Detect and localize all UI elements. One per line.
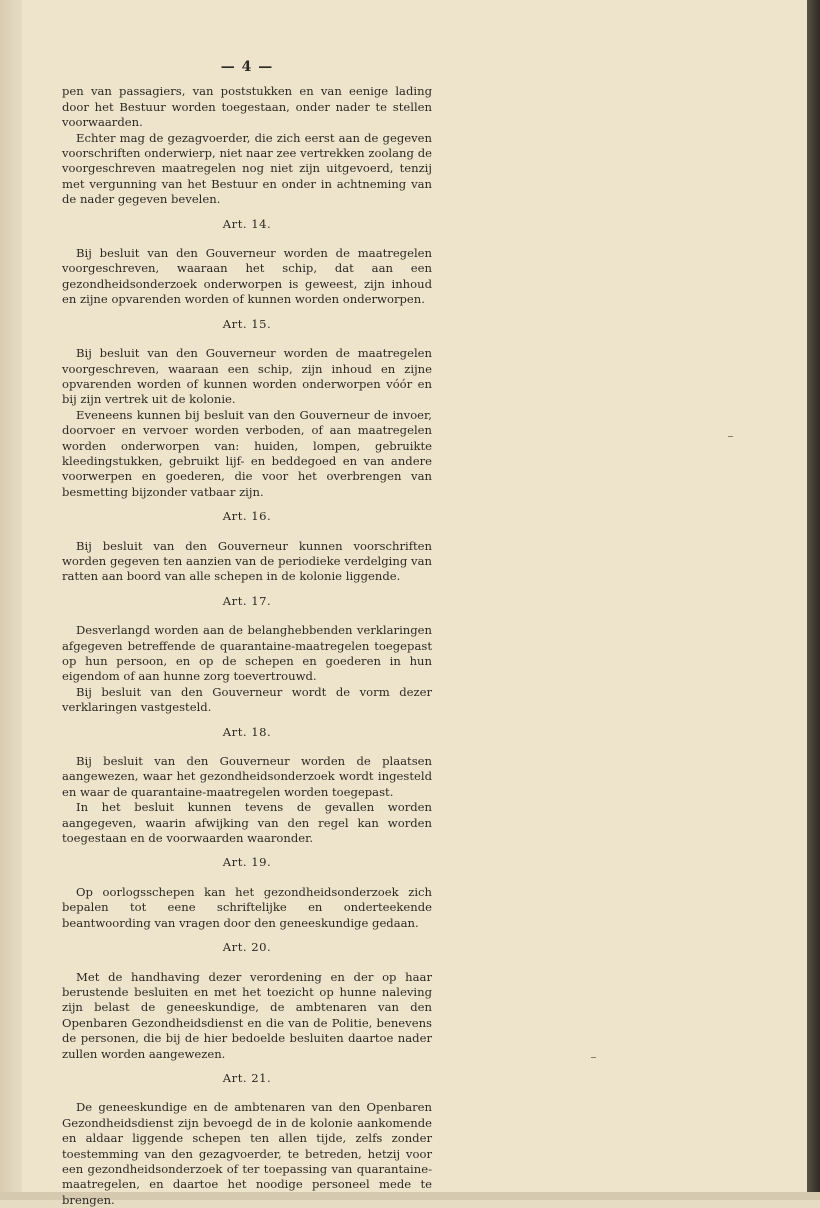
- article-21-text: De geneeskundige en de ambtenaren van den Openbaren Gezondheidsdienst zijn bevoegd de in de kolonie aankomende en aldaar liggende schepen ten allen tijde, zelfs zonder toestemming van den gezagvoerder, te betreden, hetzij voor een gezondheidsonderzoek of ter toepassing van quarantaine-maatregelen, en daartoe het noodige personeel mede te brengen.: [62, 1100, 432, 1207]
- article-20-text: Met de handhaving dezer verordening en der op haar berustende besluiten en met het toezicht op hunne naleving zijn belast de geneeskundige, de ambtenaren van den Openbaren Gezondheidsdienst en die van de Politie, benevens de personen, die bij de hier bedoelde besluiten daartoe nader zullen worden aangewezen.: [62, 969, 432, 1061]
- article-19-text: Op oorlogsschepen kan het gezondheidsonderzoek zich bepalen tot eene schriftelijke en onderteekende beantwoording van vragen door den geneeskundige gedaan.: [62, 884, 432, 930]
- article-heading-18: Art. 18.: [222, 724, 272, 739]
- article-heading-21: Art. 21.: [222, 1070, 272, 1085]
- article-heading-17: Art. 17.: [222, 593, 272, 608]
- article-heading-16: Art. 16.: [222, 509, 272, 524]
- page-right-edge: [807, 0, 820, 1200]
- article-heading-20: Art. 20.: [222, 940, 272, 955]
- article-18-text-b: In het besluit kunnen tevens de gevallen worden aangegeven, waarin afwijking van den regel kan worden toegestaan en de voorwaarden waaronder.: [62, 800, 432, 846]
- intro-paragraph-2: Echter mag de gezagvoerder, die zich eerst aan de gegeven voorschriften onderwierp, niet naar zee vertrekken zoolang de voorgeschreven maatregelen nog niet zijn uitgevoerd, tenzij met vergunning van het Bestuur en onder in achtneming van de nader gegeven bevelen.: [62, 130, 432, 207]
- article-18-text-a: Bij besluit van den Gouverneur worden de plaatsen aangewezen, waar het gezondheidsonderzoek wordt ingesteld en waar de quarantaine-maatregelen worden toegepast.: [62, 754, 432, 799]
- scan-speck: [591, 1057, 596, 1058]
- page-left-margin: [0, 0, 22, 1200]
- article-17-text-a: Desverlangd worden aan de belanghebbenden verklaringen afgegeven betreffende de quarantaine-maatregelen toegepast op hun persoon, en op de schepen en goederen in hun eigendom of aan hunne zorg toevertrouwd.: [62, 623, 432, 684]
- page-number: — 4 —: [220, 59, 274, 75]
- article-heading-14: Art. 14.: [222, 216, 272, 231]
- article-15-text-b: Eveneens kunnen bij besluit van den Gouverneur de invoer, doorvoer en vervoer worden verboden, of aan maatregelen worden onderworpen van: huiden, lompen, gebruikte kleedingstukken, gebruikt lijf- en beddegoed en van andere voorwerpen en goederen, die voor het overbrengen van besmetting bijzonder vatbaar zijn.: [62, 407, 432, 499]
- article-16-text: Bij besluit van den Gouverneur kunnen voorschriften worden gegeven ten aanzien van de periodieke verdelging van ratten aan boord van alle schepen in de kolonie liggende.: [62, 538, 432, 584]
- article-14-text: Bij besluit van den Gouverneur worden de maatregelen voorgeschreven, waaraan het schip, dat aan een gezondheidsonderzoek onderworpen is geweest, zijn inhoud en zijne opvarenden worden of kunnen worden onderworpen.: [62, 246, 432, 307]
- intro-paragraph: pen van passagiers, van poststukken en van eenige lading door het Bestuur worden toegestaan, onder nader te stellen voorwaarden.: [62, 84, 432, 130]
- article-heading-15: Art. 15.: [222, 316, 272, 331]
- document-body: [62, 60, 432, 1208]
- article-15-text-a: Bij besluit van den Gouverneur worden de maatregelen voorgeschreven, waaraan een schip, zijn inhoud en zijne opvarenden worden of kunnen worden onderworpen vóór en bij zijn vertrek uit de kolonie.: [62, 346, 432, 407]
- article-heading-19: Art. 19.: [222, 855, 272, 870]
- scan-speck: [728, 436, 733, 437]
- article-17-text-b: Bij besluit van den Gouverneur wordt de vorm dezer verklaringen vastgesteld.: [62, 684, 432, 715]
